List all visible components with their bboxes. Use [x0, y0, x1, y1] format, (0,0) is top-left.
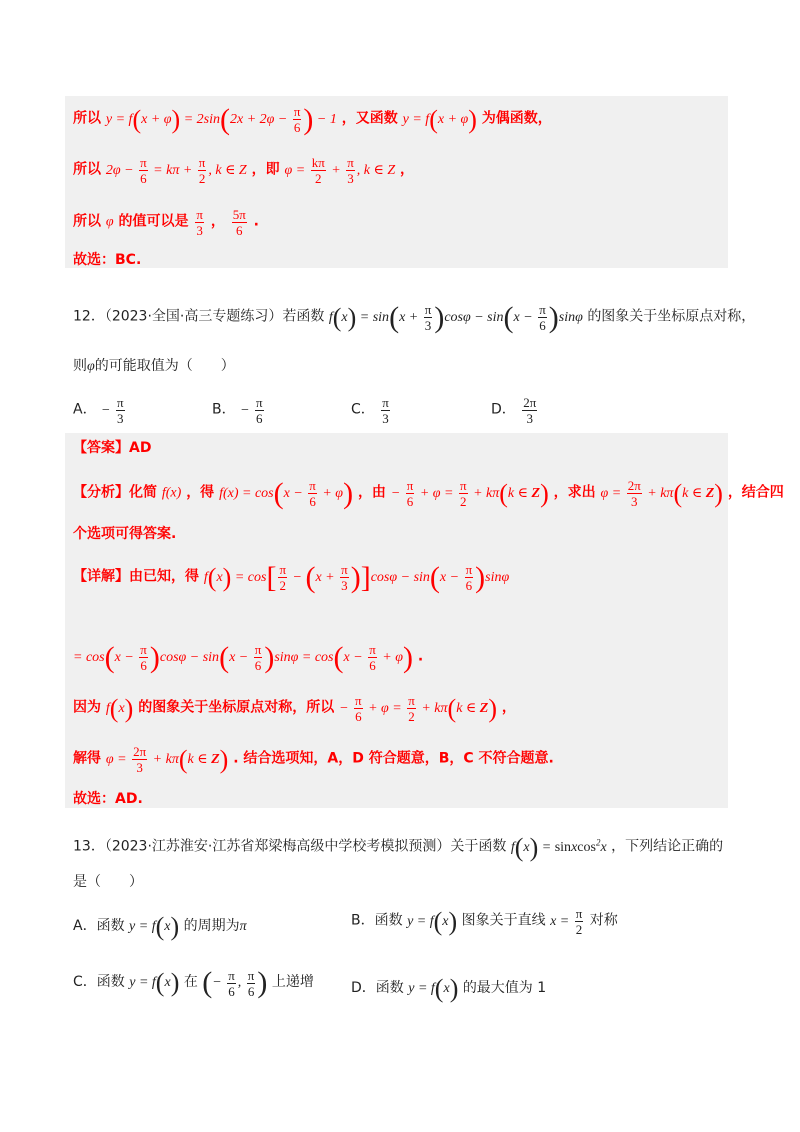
detail-line-4: 解得 φ = $\frac{2\pi}{3}$ + kπ(k ∈ Z) . 结合选项知，A，D 符合题意，B，C 不符合题意.: [73, 744, 554, 775]
question-13-stem: 13．（2023·江苏淮安·江苏省郑梁梅高级中学校考模拟预测）关于函数 f(x) = sinxcos$^2$x ，下列结论正确的: [73, 832, 724, 862]
answer-line: 【答案】AD: [73, 440, 152, 456]
option-13-C: C．函数 y = f(x) 在 (− $\frac{\pi}{6}$ , $\frac{\pi}{6}$ ) 上递增: [73, 966, 314, 999]
solution-line-2: 所以 2φ − $\frac{\pi}{6}$ = kπ + $\frac{\pi}{2}$ , k ∈ Z ，即 φ = $\frac{k\pi}{2}$ + $\frac{\pi}{3}$ , k ∈ Z ，: [73, 155, 415, 186]
analysis-line: 【分析】化简 f(x) ，得 f(x) = cos(x − $\frac{\pi}{6}$ + φ) ，由 − $\frac{\pi}{6}$ + φ = $\frac{\pi}{2}$ + kπ(k ∈ Z) ，求出 φ = $\frac{2\pi}{3}$ + kπ(k ∈ Z) ，结合四: [73, 476, 784, 510]
option-13-A: A．函数 y = f(x) 的周期为π: [73, 912, 247, 941]
detail-line-1: 【详解】由已知，得 f(x) = cos[ $\frac{\pi}{2}$ − (x + $\frac{\pi}{3}$ )]cosφ − sin(x − $\frac{\pi}{6}$ )sinφ: [73, 560, 510, 594]
option-13-D: D．函数 y = f(x) 的最大值为 1: [351, 974, 547, 1003]
question-12-stem: 12．（2023·全国·高三专题练习）若函数 f(x) = sin(x + $\frac{\pi}{3}$ )cosφ − sin(x − $\frac{\pi}{6}$ )sinφ 的图象关于坐标原点对称，: [73, 300, 756, 334]
math-expr: y = f(x + φ) = 2sin(2x + 2φ − $\frac{\pi}{6}$ ) − 1: [105, 102, 337, 136]
solution-line-1: 所以 y = f(x + φ) = 2sin(2x + 2φ − $\frac{\pi}{6}$ ) − 1 ，又函数 y = f(x + φ) 为偶函数，: [73, 102, 552, 136]
question-12-stem-2: 则φ的可能取值为（ ）: [73, 358, 235, 374]
choose-line: 故选：AD.: [73, 791, 143, 807]
option-12-D: D． $\frac{2\pi}{3}$: [491, 395, 537, 426]
option-13-B: B．函数 y = f(x) 图象关于直线 x = $\frac{\pi}{2}$ 对称: [351, 906, 618, 937]
detail-line-2: = cos(x − $\frac{\pi}{6}$ )cosφ − sin(x − $\frac{\pi}{6}$ )sinφ = cos(x − $\frac{\pi}{6}$ + φ) .: [73, 640, 424, 674]
solution-line-4: 故选：BC.: [73, 252, 142, 268]
option-12-A: A． − $\frac{\pi}{3}$: [73, 395, 124, 426]
analysis-line-2: 个选项可得答案.: [73, 526, 177, 542]
detail-line-3: 因为 f(x) 的图象关于坐标原点对称，所以 − $\frac{\pi}{6}$ + φ = $\frac{\pi}{2}$ + kπ(k ∈ Z) ，: [73, 693, 516, 724]
option-12-C: C． $\frac{\pi}{3}$: [351, 395, 389, 426]
solution-line-3: 所以 φ 的值可以是 $\frac{\pi}{3}$ ， $\frac{5\pi}{6}$ .: [73, 207, 259, 238]
option-12-B: B． − $\frac{\pi}{6}$: [212, 395, 263, 426]
question-13-stem-2: 是（ ）: [73, 874, 143, 890]
